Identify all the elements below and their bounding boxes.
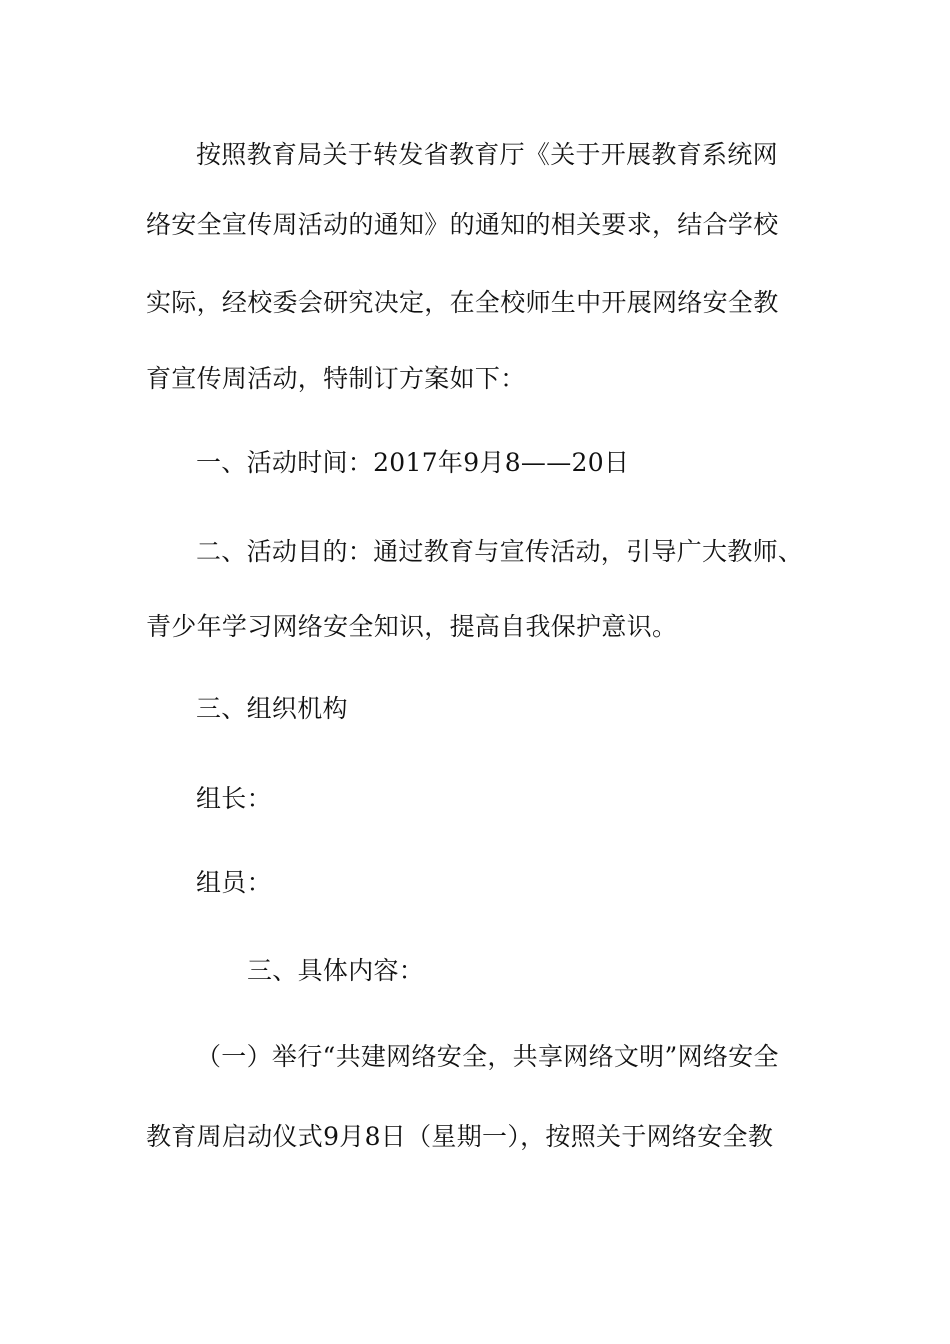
- content-item-1-line-2: 教育周启动仪式9月8日（星期一），按照关于网络安全教: [146, 1122, 774, 1151]
- specific-content-heading: 三、具体内容：: [247, 956, 425, 985]
- paragraph-intro-line-1: 按照教育局关于转发省教育厅《关于开展教育系统网: [196, 140, 778, 169]
- paragraph-intro-line-2: 络安全宣传周活动的通知》的通知的相关要求，结合学校: [146, 210, 779, 239]
- activity-purpose-line-1: 二、活动目的：通过教育与宣传活动，引导广大教师、: [196, 537, 804, 566]
- activity-purpose-line-2: 青少年学习网络安全知识，提高自我保护意识。: [146, 612, 678, 641]
- paragraph-intro-line-4: 育宣传周活动，特制订方案如下：: [146, 364, 526, 393]
- organization-heading: 三、组织机构: [196, 694, 348, 723]
- activity-time-line: 一、活动时间：2017年9月8——20日: [196, 448, 630, 477]
- content-item-1-line-1: （一）举行“共建网络安全，共享网络文明”网络安全: [196, 1042, 779, 1071]
- group-leader-line: 组长：: [196, 784, 272, 813]
- paragraph-intro-line-3: 实际，经校委会研究决定，在全校师生中开展网络安全教: [146, 288, 779, 317]
- group-members-line: 组员：: [196, 868, 272, 897]
